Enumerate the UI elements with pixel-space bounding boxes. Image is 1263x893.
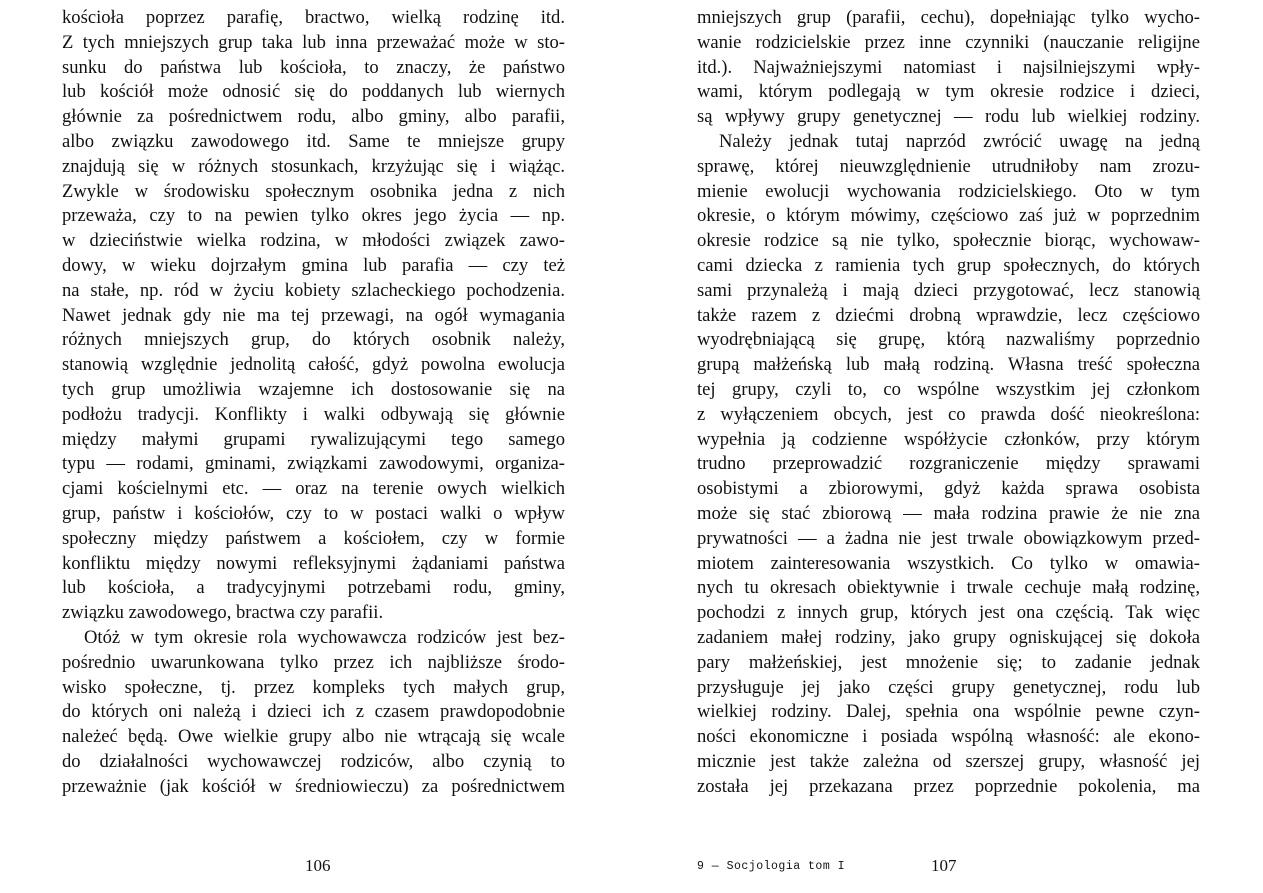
text-line: przeważnie (jak kościół w średniowieczu) za pośrednictwem xyxy=(62,775,565,797)
printer-signature: 9 — Socjologia tom I xyxy=(697,860,846,873)
text-line: typu — rodami, gminami, związkami zawodowymi, organiza- xyxy=(62,453,565,475)
text-line: sami przynależą i mają dzieci przygotować, lecz stanowią xyxy=(697,279,1200,301)
text-line: trudno przeprowadzić rozgraniczenie między sprawami xyxy=(697,453,1200,475)
text-line: są wpływy grupy genetycznej — rodu lub wielkiej rodziny. xyxy=(697,106,1200,128)
text-line: należeć będą. Owe wielkie grupy albo nie wtrącają się wcale xyxy=(62,726,565,748)
text-line: różnych mniejszych grup, do których osobnik należy, xyxy=(62,329,565,351)
text-line: pośrednio uwarunkowana tylko przez ich najbliższe środo- xyxy=(62,651,565,673)
text-line: wypełnia ją codzienne współżycie członków, przy którym xyxy=(697,428,1200,450)
text-line: lub kościoła, a tradycyjnymi potrzebami rodu, gminy, xyxy=(62,577,565,599)
text-line: miotem zainteresowania wszystkich. Co tylko w omawia- xyxy=(697,552,1200,574)
page-number-left: 106 xyxy=(305,856,331,875)
text-line: grup, państw i kościołów, czy to w postaci walki o wpływ xyxy=(62,502,565,524)
text-line: wielkiej rodziny. Dalej, spełnia ona wspólnie pewne czyn- xyxy=(697,701,1200,723)
text-line: Zwykle w środowisku społecznym osobnika jedna z nich xyxy=(62,180,565,202)
text-line: Z tych mniejszych grup taka lub inna przeważać może w sto- xyxy=(62,31,565,53)
text-line: kościoła poprzez parafię, bractwo, wielką rodzinę itd. xyxy=(62,7,565,28)
right-page-text xyxy=(697,6,1200,800)
text-line: do których oni należą i dzieci ich z czasem prawdopodobnie xyxy=(62,701,565,723)
text-line: cami dziecka z ramienia tych grup społecznych, do których xyxy=(697,254,1200,276)
page-number-right: 107 xyxy=(931,856,957,875)
text-line: wisko społeczne, tj. przez kompleks tych małych grup, xyxy=(62,676,565,698)
text-line: tej grupy, czyli to, co wspólne wszystkim jej członkom xyxy=(697,378,1200,400)
text-line: itd.). Najważniejszymi natomiast i najsilniejszymi wpły- xyxy=(697,56,1200,78)
text-line: konfliktu między nowymi refleksyjnymi żądaniami państwa xyxy=(62,552,565,574)
text-line: pochodzi z innych grup, których jest ona częścią. Tak więc xyxy=(697,602,1200,624)
text-line: ności ekonomiczne i posiada wspólną własność: ale ekono- xyxy=(697,726,1200,748)
text-line: na stałe, np. ród w życiu kobiety szlacheckiego pochodzenia. xyxy=(62,279,565,301)
text-line: stanowią względnie jednolitą całość, gdyż powolna ewolucja xyxy=(62,354,565,376)
text-line: społeczny między państwem a kościołem, czy w formie xyxy=(62,527,565,549)
text-line: nych tu okresach obiektywnie i trwale cechuje małą rodzinę, xyxy=(697,577,1200,599)
paragraph xyxy=(697,130,1200,800)
text-line: może się stać zbiorową — mała rodzina prawie że nie zna xyxy=(697,502,1200,524)
text-line: mniejszych grup (parafii, cechu), dopełniając tylko wycho- xyxy=(697,7,1200,28)
text-line: głównie za pośrednictwem rodu, albo gminy, albo parafii, xyxy=(62,106,565,128)
text-line: okresie rodzice są nie tylko, społecznie biorąc, wychowaw- xyxy=(697,230,1200,252)
text-line: prywatności — a żadna nie jest trwale obowiązkowym przed- xyxy=(697,527,1200,549)
paragraph xyxy=(697,6,1200,130)
text-line: sprawę, której nieuwzględnienie utrudniłoby nam zrozu- xyxy=(697,155,1200,177)
text-line: z wyłączeniem obcych, jest co prawda dość nieokreślona: xyxy=(697,403,1200,425)
text-line: wyodrębniającą się grupę, którą nazwaliśmy poprzednio xyxy=(697,329,1200,351)
text-line: także razem z dziećmi drobną wprawdzie, lecz częściowo xyxy=(697,304,1200,326)
left-page-text xyxy=(62,6,565,800)
text-line: podłożu tradycji. Konflikty i walki odbywają się głównie xyxy=(62,403,565,425)
text-line: osobistymi a zbiorowymi, gdyż każda sprawa osobista xyxy=(697,478,1200,500)
paragraph xyxy=(62,626,565,800)
text-line: micznie jest także zależna od szerszej grupy, własność jej xyxy=(697,750,1200,772)
text-line: przysługuje jej jako części grupy genetycznej, rodu lub xyxy=(697,676,1200,698)
text-line: przeważa, czy to na pewien tylko okres jego życia — np. xyxy=(62,205,565,227)
text-line: została jej przekazana przez poprzednie pokolenia, ma xyxy=(697,775,1200,797)
paragraph xyxy=(62,6,565,626)
text-line: Nawet jednak gdy nie ma tej przewagi, na ogół wymagania xyxy=(62,304,565,326)
text-line: wami, którym podlegają w tym okresie rodzice i dzieci, xyxy=(697,81,1200,103)
text-line: znajdują się w różnych stosunkach, krzyżując się i wiążąc. xyxy=(62,155,565,177)
text-line: pary małżeńskiej, jest mnożenie się; to zadanie jednak xyxy=(697,651,1200,673)
text-line: lub kościół może odnosić się do poddanych lub wiernych xyxy=(62,81,565,103)
text-line: Należy jednak tutaj naprzód zwrócić uwagę na jedną xyxy=(719,130,1200,152)
text-line: dowy, w wieku dojrzałym gmina lub parafia — czy też xyxy=(62,254,565,276)
text-line: związku zawodowego, bractwa czy parafii. xyxy=(62,602,384,624)
text-line: cjami kościelnymi etc. — oraz na terenie owych wielkich xyxy=(62,478,565,500)
text-line: w dzieciństwie wielka rodzina, w młodości związek zawo- xyxy=(62,230,565,252)
text-line: mienie ewolucji wychowania rodzicielskiego. Oto w tym xyxy=(697,180,1200,202)
text-line: albo związku zawodowego itd. Same te mniejsze grupy xyxy=(62,130,565,152)
text-line: Otóż w tym okresie rola wychowawcza rodziców jest bez- xyxy=(84,626,565,648)
text-line: do działalności wychowawczej rodziców, albo czynią to xyxy=(62,750,565,772)
text-line: tych grup umożliwia wzajemne ich dostosowanie się na xyxy=(62,378,565,400)
text-line: między małymi grupami rywalizującymi tego samego xyxy=(62,428,565,450)
text-line: wanie rodzicielskie przez inne czynniki (nauczanie religijne xyxy=(697,31,1200,53)
text-line: sunku do państwa lub kościoła, to znaczy, że państwo xyxy=(62,56,565,78)
text-line: zadaniem małej rodziny, jako grupy ogniskującej się dokoła xyxy=(697,626,1200,648)
text-line: okresie, o którym mówimy, częściowo zaś już w poprzednim xyxy=(697,205,1200,227)
text-line: grupą małżeńską lub małą rodziną. Własna treść społeczna xyxy=(697,354,1200,376)
